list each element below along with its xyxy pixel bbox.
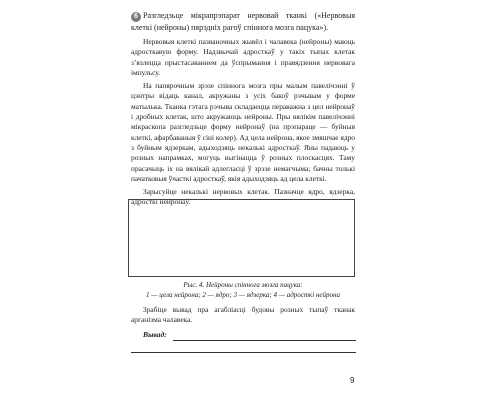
task-text: Разгледзьце мікрапрэпарат нервовай тканкі («Нервовыя клеткі (нейроны) пярэдніх рагоў спіннога мозга пацука»).: [131, 11, 355, 32]
drawing-area[interactable]: [128, 199, 355, 277]
answer-line[interactable]: [173, 340, 356, 341]
caption-title: Рыс. 4. Нейроны спіннога мозга пацука:: [183, 281, 303, 289]
task-content: [131, 10, 355, 213]
conclusion-task: [131, 305, 355, 329]
answer-line[interactable]: [131, 352, 356, 353]
task-number-badge: 6: [131, 12, 141, 22]
paragraph-drawing-task: Зарысуйце некалькі нервовых клетак. Пазначце ядро, ядзерка, адросткі нейронаў.: [131, 187, 355, 207]
conclusion-label: Вывад:: [143, 330, 167, 339]
task-heading: [131, 10, 355, 33]
paragraph-procedure: На папярочным зрэзе спіннога мозга пры малым павелічэнні ў цэнтры відаць канал, акружаны з усіх бакоў рэчывам у форме матылька. Тканка гэтага рэчыва складаецца пераважна з цел нейронаў і дробных клетак, што акружаюць нейроны. Пры вялікім павелічэнні мікраскопа разгледзьце форму нейронаў (на прэпараце — буйныя клеткі, афарбаваныя ў сіні колер). Ад цела нейрона, якое змяшчае ядро з буйным ядзеркам, адыходзяць некалькі адросткаў. Яны падаюць у розных напрамках, могуць выгінацца ў розных плоскасцях. Таму прасачыць іх на вялікай адлегласці ў зрэзе немагчыма; бачны толькі пачатковыя ўчасткі адросткаў, якія адыходзяць ад цела клеткі.: [131, 81, 355, 183]
conclusion-task-text: Зрабіце вывад пра агабліасці будовы розных тыпаў тканак арганізма чалавека.: [131, 305, 355, 325]
paragraph-intro: Нервовыя клеткі пазваночных жывёл і чалавека (нейроны) маюць адросткавую форму. Надзвычай адросткаў у такіх тыпах клетак з’язлецца прыстасаваннем да ўспрымання і правядзення нервовага імпульсу.: [131, 37, 355, 77]
caption-legend: 1 — цела нейрона; 2 — ядро; 3 — ядзерка; 4 — адросткі нейрона: [146, 290, 340, 299]
figure-caption: [131, 281, 355, 300]
page-number: 9: [350, 376, 355, 385]
conclusion-block: [131, 330, 357, 339]
